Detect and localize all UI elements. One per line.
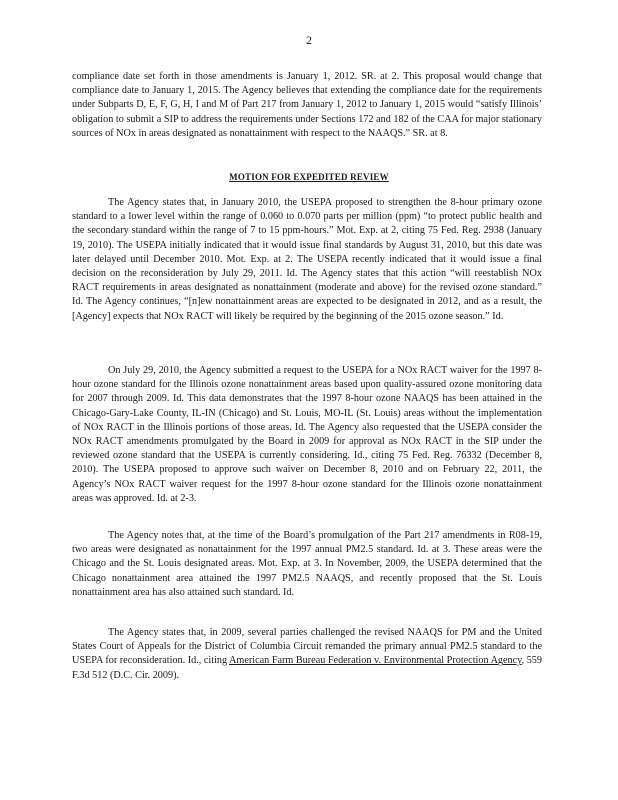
section-heading-text: MOTION FOR EXPEDITED REVIEW [229, 172, 389, 182]
section-heading [0, 172, 618, 182]
page-number: 2 [306, 33, 312, 47]
paragraph-naaqs-text: The Agency states that, in 2009, several parties challenged the revised NAAQS for PM and the United States Court of Appeals for the District of Columbia Circuit remanded the primary annual PM2.5 standard to the USEPA for reconsideration. Id., citing [72, 627, 542, 667]
paragraph-continuation: compliance date set forth in those amendments is January 1, 2012. SR. at 2. This proposal would change that compliance date to January 1, 2015. The Agency believes that extending the compliance date for the requirements under Subparts D, E, F, G, H, I and M of Part 217 from January 1, 2012 to January 1, 2015 would “satisfy Illinois’ obligation to submit a SIP to address the requirements under Sections 172 and 182 of the CAA for major stationary sources of NOx in areas designated as nonattainment with respect to the NAAQS.” SR. at 8. [72, 71, 542, 139]
case-citation-end: , 559 F.3d 512 (D.C. Cir. 2009). [72, 655, 542, 681]
paragraph-nox-ract-waiver: On July 29, 2010, the Agency submitted a request to the USEPA for a NOx RACT waiver for the 1997 8-hour ozone standard for the Illinois ozone nonattainment areas based upon quality-assured ozone monitoring data for 2007 through 2009. Id. This data demonstrates that the 1997 8-hour ozone NAAQS has been attained in the Chicago-Gary-Lake County, IL-IN (Chicago) and St. Louis, MO-IL (St. Louis) areas without the implementation of NOx RACT in the Illinois portions of those areas. Id. The Agency also requested that the USEPA consider the NOx RACT amendments promulgated by the Board in 2009 for approval as NOx RACT in the SIP under the reviewed ozone standard that the USEPA is currently considering. Id., citing 75 Fed. Reg. 76332 (December 8, 2010). The USEPA proposed to approve such waiver on December 8, 2010 and on February 22, 2011, the Agency’s NOx RACT waiver request for the 1997 8-hour ozone standard for the Illinois ozone nonattainment areas was approved. Id. at 2-3. [72, 365, 542, 504]
paragraph-ozone-standard: The Agency states that, in January 2010, the USEPA proposed to strengthen the 8-hour primary ozone standard to a lower level within the range of 0.060 to 0.070 parts per million (ppm) “to protect public health and the secondary standard within the range of 7 to 15 ppm-hours.” Mot. Exp. at 2, citing 75 Fed. Reg. 2938 (January 19, 2010). The USEPA initially indicated that it would issue final standards by August 31, 2010, but this date was later delayed until December 2010. Mot. Exp. at 2. The USEPA recently indicated that it would issue a final decision on the reconsideration by July 29, 2011. Id. The Agency states that this action “will reestablish NOx RACT requirements in areas designated as nonattainment (moderate and above) for the revised ozone standard.” Id. The Agency continues, “[n]ew nonattainment areas are expected to be designated in 2012, and as a result, the [Agency] expects that NOx RACT will likely be required by the beginning of the 2015 ozone season.” Id. [72, 197, 542, 322]
paragraph-pm25-nonattainment: The Agency notes that, at the time of the Board’s promulgation of the Part 217 amendments in R08-19, two areas were designated as nonattainment for the 1997 annual PM2.5 standard. Id. at 3. These areas were the Chicago and the St. Louis designated areas. Mot. Exp. at 3. In November, 2009, the USEPA determined that the Chicago nonattainment area attained the 1997 PM2.5 NAAQS, and recently proposed that the St. Louis nonattainment area has also attained such standard. Id. [72, 530, 542, 598]
paragraph-naaqs-challenge [72, 626, 542, 683]
case-citation: American Farm Bureau Federation v. Environmental Protection Agency [229, 655, 522, 667]
